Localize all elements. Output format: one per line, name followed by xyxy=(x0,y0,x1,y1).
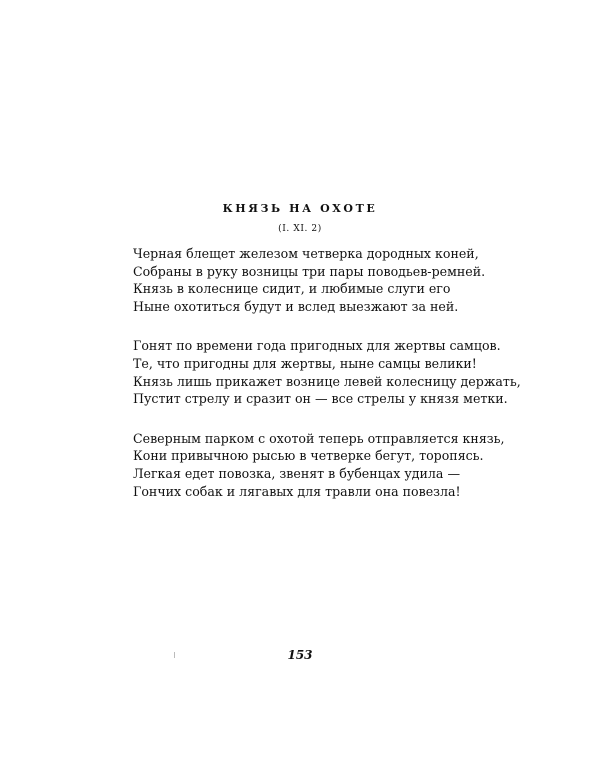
poem-subtitle: (I. XI. 2) xyxy=(278,224,322,234)
stanza xyxy=(133,337,563,407)
poem-title: КНЯЗЬ НА ОХОТЕ xyxy=(222,202,378,215)
poem-line: Северным парком с охотой теперь отправляется князь, xyxy=(133,430,505,446)
poem-line: Пустит стрелу и сразит он — все стрелы у князя метки. xyxy=(133,391,508,407)
poem-line: Черная блещет железом четверка дородных коней, xyxy=(133,246,479,261)
poem-line: Те, что пригодны для жертвы, ныне самцы велики! xyxy=(133,355,477,371)
poem-line: Гонят по времени года пригодных для жертвы самцов. xyxy=(133,338,501,354)
poem-line: Гончих собак и лягавых для травли она повезла! xyxy=(133,483,461,499)
poem-line: Ныне охотиться будут и вслед выезжают за ней. xyxy=(133,298,459,314)
poem-line: Князь лишь прикажет вознице левей колесницу держать, xyxy=(133,373,521,389)
stanza xyxy=(133,430,563,500)
poem-line: Собраны в руку возницы три пары поводьев-ремней. xyxy=(133,263,486,279)
page-number: 153 xyxy=(287,648,313,662)
poem-line: Легкая едет повозка, звенят в бубенцах удила — xyxy=(133,465,461,481)
poem-line: Кони привычною рысью в четверке бегут, торопясь. xyxy=(133,448,484,464)
stanza xyxy=(133,245,563,315)
poem-body xyxy=(133,245,563,522)
poem-line: Князь в колеснице сидит, и любимые слуги его xyxy=(133,281,451,297)
